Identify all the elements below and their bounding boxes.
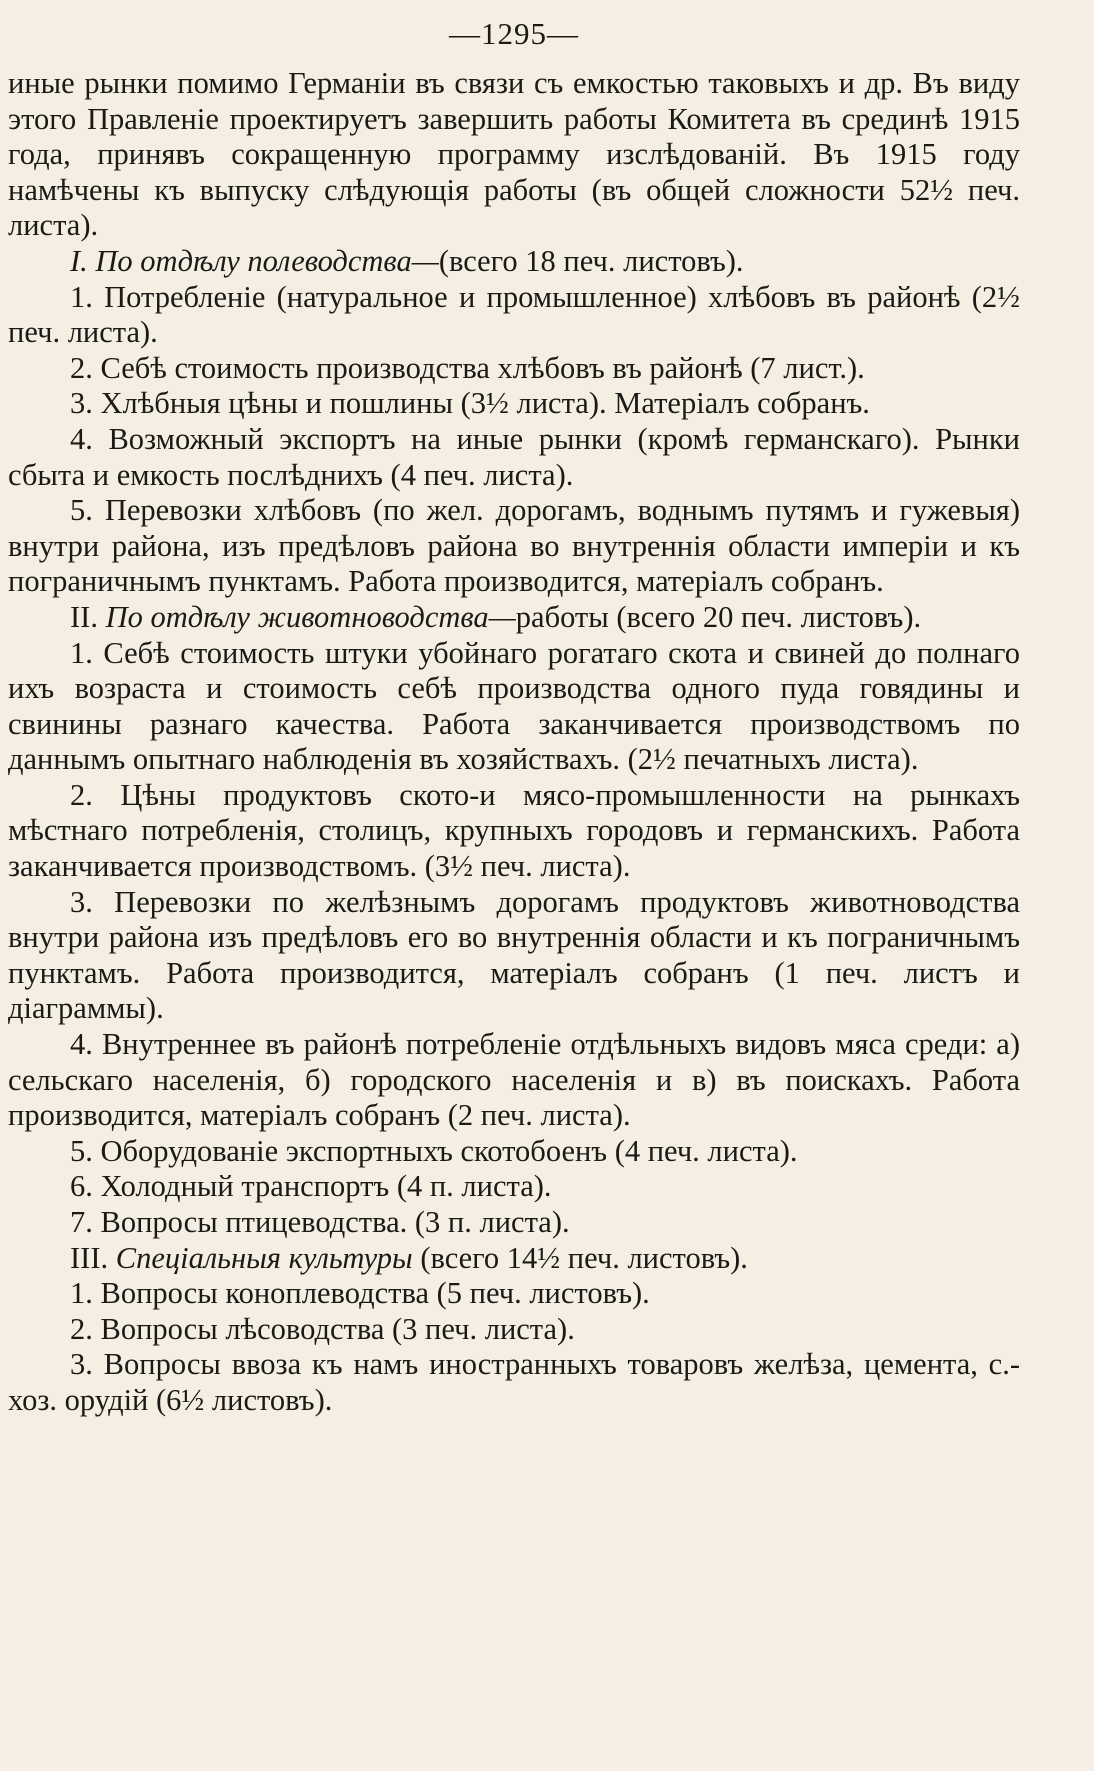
section-1-item-3: 3. Хлѣбныя цѣны и пошлины (3½ листа). Матеріалъ собранъ.: [70, 386, 870, 421]
section-2-size: работы (всего 20 печ. листовъ).: [515, 599, 922, 634]
section-1-title: I. По отдѣлу полеводства—: [70, 243, 439, 278]
section-2-item-3: 3. Перевозки по желѣзнымъ дорогамъ продуктовъ животноводства внутри района изъ предѣловъ его во внутреннія области и къ пограничнымъ пунктамъ. Работа производится, матеріалъ собранъ (1 печ. листъ и діаграммы).: [8, 884, 1020, 1026]
section-3-size: (всего 14½ печ. листовъ).: [412, 1240, 748, 1275]
section-2-item-4: 4. Внутреннее въ районѣ потребленіе отдѣльныхъ видовъ мяса среди: а) сельскаго населенія, б) городского населенія и в) въ поискахъ. Работа производится, матеріалъ собранъ (2 печ. листа).: [8, 1027, 1020, 1133]
section-1-item-5: 5. Перевозки хлѣбовъ (по жел. дорогамъ, воднымъ путямъ и гужевыя) внутри района, изъ предѣловъ района во внутреннія области имперіи и къ пограничнымъ пунктамъ. Работа производится, матеріалъ собранъ.: [8, 493, 1020, 599]
section-2-item-7: 7. Вопросы птицеводства. (3 п. листа).: [70, 1205, 570, 1239]
section-2-item-6: 6. Холодный транспортъ (4 п. листа).: [70, 1169, 552, 1204]
section-2-item-1: 1. Себѣ стоимость штуки убойнаго рогатаго скота и свиней до полнаго ихъ возраста и стоимость себѣ производства одного пуда говядины и свинины разнаго качества. Работа заканчивается производствомъ по даннымъ опытнаго наблюденія въ хозяйствахъ. (2½ печатныхъ листа).: [8, 635, 1020, 777]
section-2-item-2: 2. Цѣны продуктовъ ското-и мясо-промышленности на рынкахъ мѣстнаго потребленія, столицъ, крупныхъ городовъ и германскихъ. Работа заканчивается производствомъ. (3½ печ. листа).: [8, 777, 1020, 884]
section-3-item-3: 3. Вопросы ввоза къ намъ иностранныхъ товаровъ желѣза, цемента, с.-хоз. орудій (6½ листовъ).: [8, 1347, 1020, 1417]
section-1-item-2: 2. Себѣ стоимость производства хлѣбовъ въ районѣ (7 лист.).: [70, 350, 865, 385]
section-2-heading: [8, 600, 1020, 636]
section-2-number: II.: [70, 599, 106, 634]
page-number: —1295—: [449, 16, 579, 51]
section-1-size: (всего 18 печ. листовъ).: [438, 243, 744, 278]
page-body: [8, 66, 1020, 1419]
section-1-item-1: 1. Потребленіе (натуральное и промышленное) хлѣбовъ въ районѣ (2½ печ. листа).: [8, 279, 1020, 350]
section-1-heading: [8, 244, 1020, 280]
section-1-item-4: 4. Возможный экспортъ на иные рынки (кромѣ германскаго). Рынки сбыта и емкость послѣднихъ (4 печ. листа).: [8, 421, 1020, 492]
section-3-number: III.: [70, 1240, 116, 1275]
section-3-heading: [8, 1241, 1020, 1277]
section-3-item-2: 2. Вопросы лѣсоводства (3 печ. листа).: [70, 1311, 575, 1346]
section-2-title: По отдѣлу животноводства—: [105, 599, 516, 634]
section-3-item-1: 1. Вопросы коноплеводства (5 печ. листовъ).: [70, 1276, 650, 1311]
section-2-item-5: 5. Оборудованіе экспортныхъ скотобоенъ (4 печ. листа).: [70, 1133, 798, 1168]
section-3-title: Спеціальныя культуры: [115, 1240, 413, 1275]
intro-paragraph: иные рынки помимо Германіи въ связи съ емкостью таковыхъ и др. Въ виду этого Правленіе проектируетъ завершить работы Комитета въ срединѣ 1915 года, принявъ сокращенную программу изслѣдованій. Въ 1915 году намѣчены къ выпуску слѣдующія работы (въ общей сложности 52½ печ. листа).: [8, 66, 1020, 243]
